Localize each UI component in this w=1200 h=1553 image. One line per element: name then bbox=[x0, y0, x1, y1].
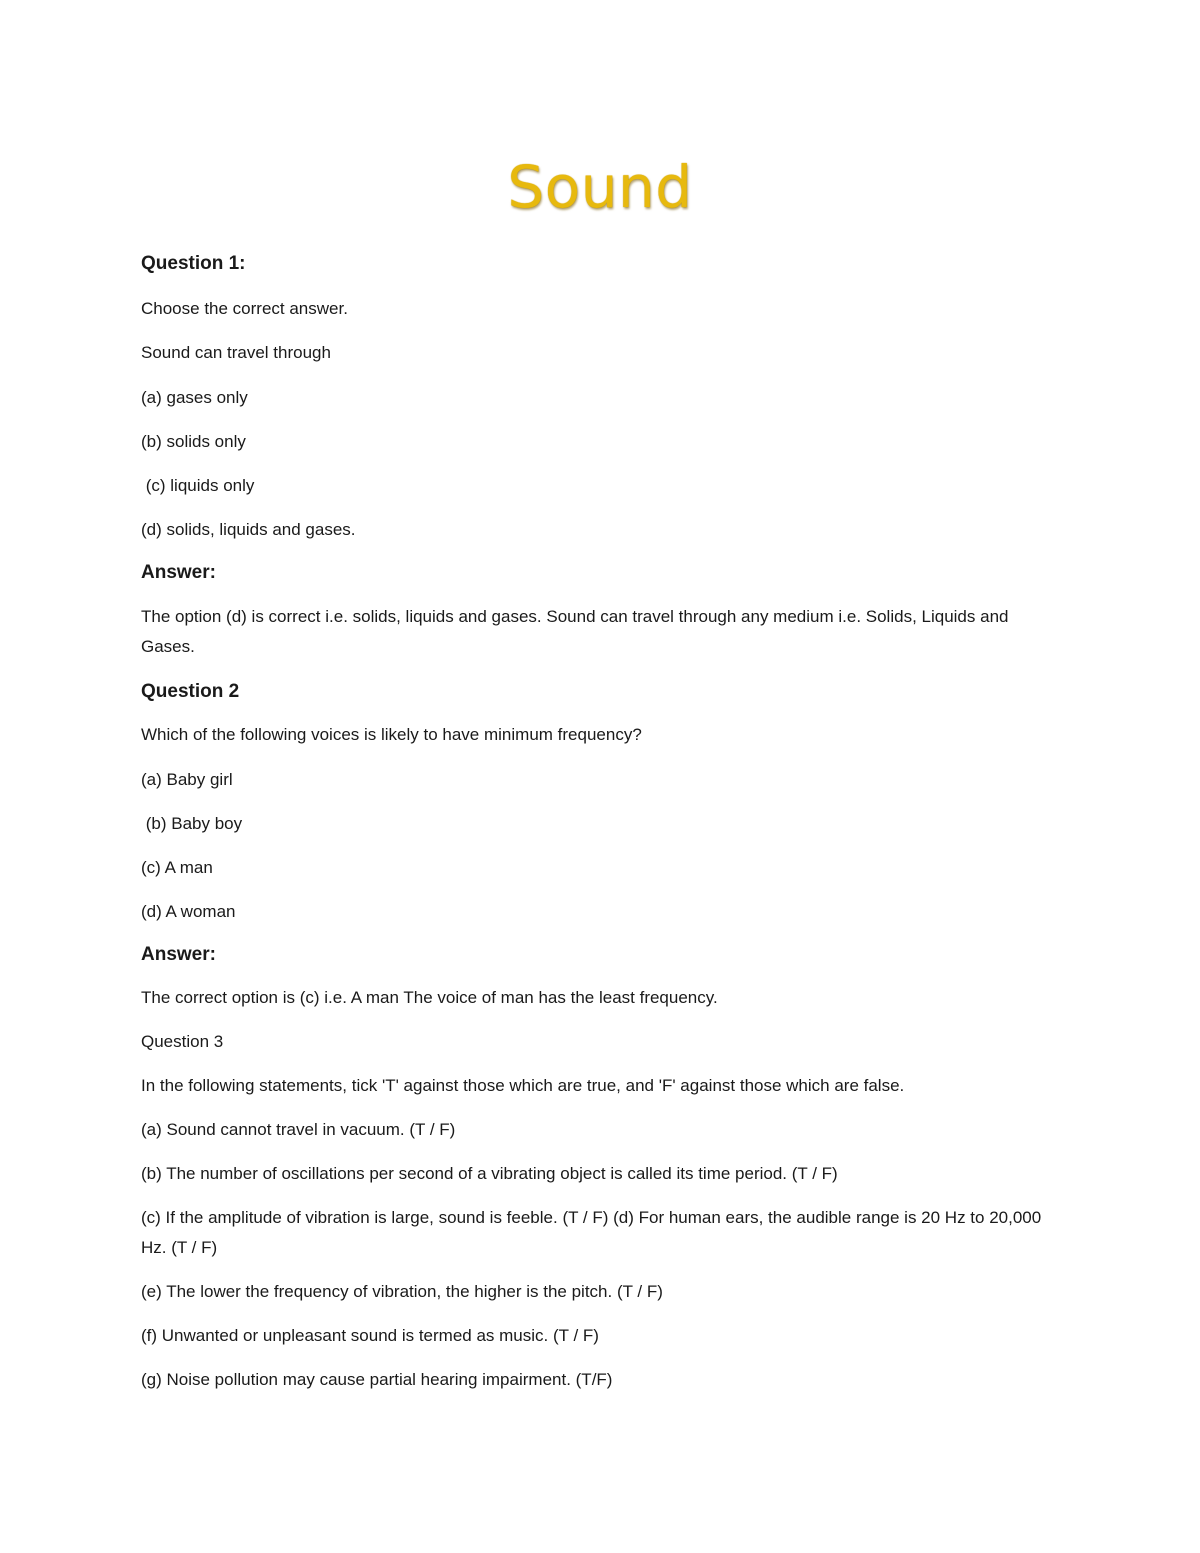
question-1-heading: Question 1: bbox=[141, 253, 246, 274]
question-2-option-d: (d) A woman bbox=[141, 902, 236, 921]
question-2-option-b: (b) Baby boy bbox=[141, 814, 243, 833]
question-3-statement-b: (b) The number of oscillations per second of a vibrating object is called its time period. (T / F) bbox=[141, 1164, 838, 1183]
question-2-answer-heading: Answer: bbox=[141, 944, 216, 965]
question-1-option-c: (c) liquids only bbox=[141, 476, 255, 495]
question-1-instruction: Choose the correct answer. bbox=[141, 299, 348, 318]
question-1-answer-heading: Answer: bbox=[141, 562, 216, 583]
question-1-option-a: (a) gases only bbox=[141, 388, 248, 407]
question-2-answer-text: The correct option is (c) i.e. A man The voice of man has the least frequency. bbox=[141, 988, 718, 1007]
question-3-statement-e: (e) The lower the frequency of vibration, the higher is the pitch. (T / F) bbox=[141, 1282, 663, 1301]
question-3-statement-a: (a) Sound cannot travel in vacuum. (T / F) bbox=[141, 1120, 456, 1139]
question-3-statement-c-d: (c) If the amplitude of vibration is large, sound is feeble. (T / F) (d) For human ears, the audible range is 20 Hz to 20,000 Hz. (T / F) bbox=[141, 1208, 1046, 1257]
question-1-answer-text: The option (d) is correct i.e. solids, liquids and gases. Sound can travel through any medium i.e. Solids, Liquids and Gases. bbox=[141, 607, 1014, 656]
question-2-stem: Which of the following voices is likely to have minimum frequency? bbox=[141, 725, 642, 744]
question-2-option-c: (c) A man bbox=[141, 858, 213, 877]
question-1-option-d: (d) solids, liquids and gases. bbox=[141, 520, 356, 539]
document-body bbox=[141, 250, 1061, 1392]
question-1-stem: Sound can travel through bbox=[141, 343, 331, 362]
question-3-heading: Question 3 bbox=[141, 1032, 224, 1051]
question-3-statement-g: (g) Noise pollution may cause partial hearing impairment. (T/F) bbox=[141, 1370, 613, 1389]
question-3-statement-f: (f) Unwanted or unpleasant sound is termed as music. (T / F) bbox=[141, 1326, 599, 1345]
question-3-stem: In the following statements, tick 'T' against those which are true, and 'F' against those which are false. bbox=[141, 1076, 905, 1095]
question-1-option-b: (b) solids only bbox=[141, 432, 246, 451]
page-title: Sound bbox=[507, 153, 693, 221]
question-2-heading: Question 2 bbox=[141, 681, 240, 702]
question-2-option-a: (a) Baby girl bbox=[141, 770, 233, 789]
